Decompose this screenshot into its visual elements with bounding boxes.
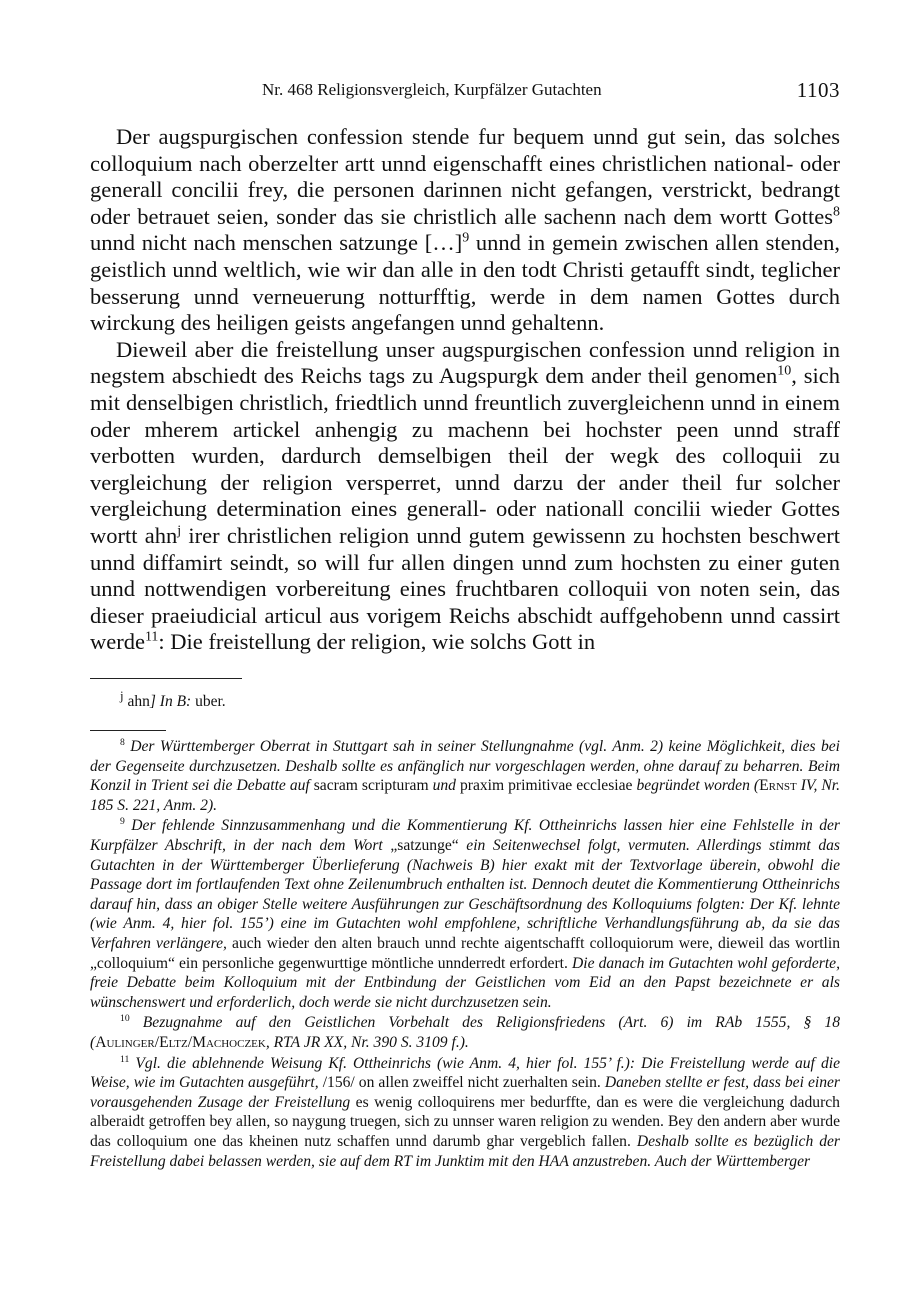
- apparatus-note-j: [90, 686, 840, 712]
- footnote-text: Deshalb sollte es bezüglich der Freistellung dabei belassen werden, sie auf dem RT im Junktim mit den HAA anzustreben. Auch der Württemberger: [90, 1132, 840, 1170]
- footnote-text: ein Seitenwechsel folgt, vermuten. Allerdings stimmt das Gutachten in der Württemberger Überlieferung (Nachweis B) hier exakt mit der Textvorlage überein, obwohl die Passage dort im fortlaufenden Text ohne Zeilenumbruch enthalten ist. Dennoch deutet die Kommentierung Ottheinrichs darauf hin, dass an obiger Stelle weitere Ausführungen zur Geschäftsordnung des Kolloquiums folgten: Der Kf. lehnte (wie Anm. 4, hier fol. 155’) eine im Gutachten wohl empfohlene, schriftliche Verhandlungsführung ab, da sie das Verfahren verlängere,: [90, 837, 840, 952]
- footnote-text: Daneben stellte er fest, dass bei einer vorausgehenden Zusage der Freistellung: [90, 1074, 840, 1111]
- footnote-ref-11[interactable]: 11: [144, 629, 159, 645]
- footnote-quote: /156/ on allen zweiffel nicht zuerhalten sein.: [318, 1074, 605, 1092]
- text-segment: unnd nicht nach menschen satzunge […]: [90, 230, 463, 256]
- footnote-quote: es wenig colloquirens mer bedurffte, dan es were die vergleichung dadurch alberaidt getroffen bey allen, so naygung truegen, sich zu unnser waren religion zu wenden. Bey den andern aber wurde das colloquium one das kheinen nutz schaffen unnd darumb ghar vergeblich fallen.: [90, 1093, 840, 1150]
- apparatus-divider: [90, 678, 242, 679]
- running-title: Nr. 468 Religionsvergleich, Kurpfälzer Gutachten: [262, 80, 602, 99]
- paragraph-1: [90, 124, 840, 337]
- text-segment: Der augspurgischen confession stende fur bequem unnd gut sein, das solches colloquium nach oberzelter artt unnd eigenschafft eines christlichen national- oder generall concilii frey, die personen darinnen nicht gefangen, verstrickt, bedrangt oder betrauet seien, sonder das sie christlich alle sachenn nach dem wortt Gottes: [90, 124, 840, 229]
- footnote-text: Vgl. die ablehnende Weisung Kf. Ottheinrichs (wie Anm. 4, hier fol. 155’ f.): Die Freistellung werde auf die Weise, wie im Gutachten ausgeführt,: [90, 1054, 840, 1092]
- footnote-ref-10[interactable]: 10: [777, 363, 792, 379]
- apparatus-ref-j[interactable]: j: [177, 523, 182, 539]
- footnote-author: Ernst: [759, 777, 797, 795]
- footnote-ref-9[interactable]: 9: [462, 230, 470, 246]
- main-text: [90, 124, 840, 656]
- footnote-text: IV, Nr. 185 S. 221, Anm. 2).: [90, 777, 840, 814]
- footnotes: [90, 737, 840, 1171]
- document-page: [90, 0, 840, 1172]
- footnote-quote: „satzunge“: [390, 837, 459, 854]
- running-head: [90, 78, 840, 118]
- text-segment: , sich mit denselbigen christlich, friedtlich unnd freuntlich zuvergleichenn unnd in einem oder mherem artickel anhengig zu machenn bei hochster peen unnd straff verbotten wurden, dardurch demselbigen theil der wegk des colloquii zu vergleichung der religion versperret, unnd darzu der ander theil fur solcher vergleichung determination eines generall- oder nationall concilii wieder Gottes wortt ahn: [90, 363, 840, 548]
- footnote-divider: [90, 730, 166, 731]
- footnote-text: Der Württemberger Oberrat in Stuttgart sah in seiner Stellungnahme (vgl. Anm. 2) keine Möglichkeit, dies bei der Gegenseite durchzusetzen. Deshalb sollte es anfänglich nur vorgeschlagen werden, ohne darauf zu beharren. Beim Konzil in Trient sei die Debatte auf: [90, 738, 840, 795]
- paragraph-2: [90, 337, 840, 656]
- footnote-text: Die danach im Gutachten wohl geforderte, freie Debatte beim Kolloquium mit der Entbindung der Geistlichen vom Eid an den Papst bezeichnete er als wünschenswert und erforderlich, doch werde sie nicht durchzusetzen sein.: [90, 954, 840, 1011]
- text-segment: irer christlichen religion unnd gutem gewissenn zu hochsten beschwert unnd diffamirt seindt, so will fur allen dingen unnd zum hochsten zu einer guten unnd nottwendigen vorbereitung eines fruchtbaren colloquii von noten sein, das dieser praeiudicial articul aus vorigem Reichs abschidt auffgehobenn unnd cassirt werde: [90, 522, 841, 655]
- page-number: 1103: [796, 78, 840, 102]
- text-segment: : Die freistellung der religion, wie solchs Gott in: [158, 629, 596, 655]
- footnote-number: 10: [120, 1013, 130, 1025]
- footnote-number: 8: [120, 737, 125, 749]
- footnote-10: [90, 1013, 840, 1052]
- apparatus-bracket: ]: [149, 693, 160, 711]
- footnote-quote: praxim primitivae ecclesiae: [455, 777, 637, 795]
- footnote-quote: sacram scripturam: [309, 777, 433, 795]
- footnote-11: [90, 1054, 840, 1172]
- footnote-quote: auch wieder den alten brauch unnd rechte aigentschafft colloquiorum were, dieweil das wortlin „colloquium“ ein personliche gegenwurttige möntliche unnderredt erfordert.: [90, 934, 840, 972]
- text-segment: Dieweil aber die freistellung unser augspurgischen confession unnd religion in negstem abschiedt des Reichs tags zu Augspurgk dem ander theil genomen: [90, 336, 840, 389]
- apparatus-siglum: In B:: [159, 693, 192, 711]
- apparatus-reading: uber.: [191, 693, 226, 711]
- footnote-text: und: [432, 777, 456, 795]
- text-segment: unnd in gemein zwischen allen stenden, geistlich unnd weltlich, wie wir dan alle in den todt Christi getaufft sindt, teglicher besserung unnd verneuerung notturfftig, werde in dem namen Gottes durch wirckung des heiligen geists angefangen unnd gehaltenn.: [90, 230, 840, 336]
- footnote-number: 11: [120, 1053, 130, 1065]
- footnote-ref-8[interactable]: 8: [833, 204, 840, 220]
- footnote-text: begründet worden (: [636, 777, 760, 795]
- footnote-number: 9: [120, 816, 125, 828]
- footnote-9: [90, 816, 840, 1012]
- footnote-text: , RTA JR XX, Nr. 390 S. 3109 f.).: [265, 1033, 469, 1051]
- apparatus-mark: j: [120, 687, 124, 703]
- footnote-text: Bezugnahme auf den Geistlichen Vorbehalt des Religionsfriedens (Art. 6) im RAb 1555, § 18 (: [90, 1014, 840, 1051]
- footnote-text: Der fehlende Sinnzusammenhang und die Kommentierung Kf. Ottheinrichs lassen hier eine Fehlstelle in der Kurpfälzer Abschrift, in der nach dem Wort: [90, 817, 840, 854]
- apparatus-lemma: ahn: [123, 693, 150, 711]
- footnote-author: Aulinger/Eltz/Machoczek: [95, 1033, 266, 1051]
- footnote-8: [90, 737, 840, 815]
